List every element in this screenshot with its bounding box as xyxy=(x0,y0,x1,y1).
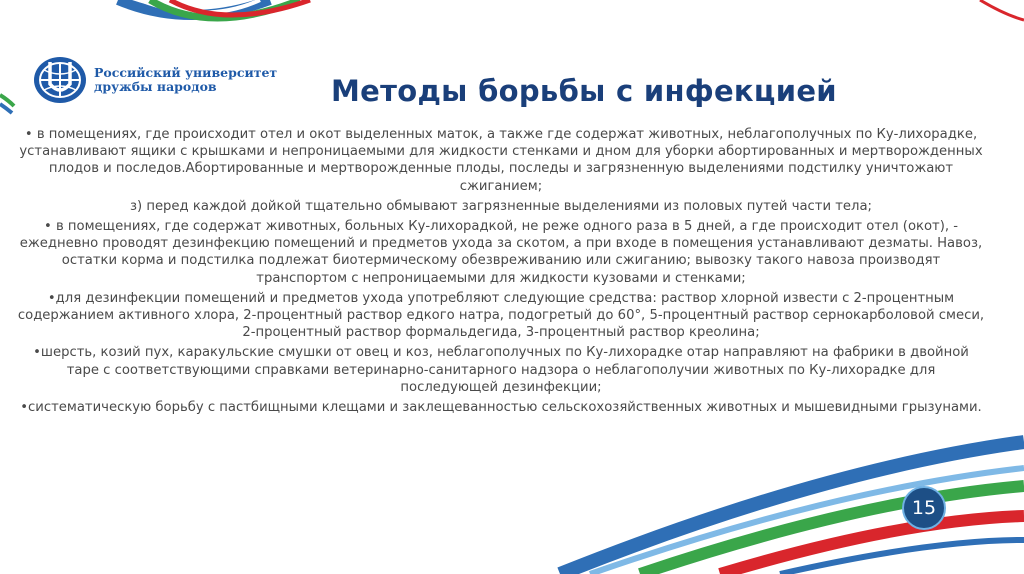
globe-logo-icon xyxy=(30,54,90,106)
body-paragraph-1: • в помещениях, где происходит отел и окот выделенных маток, а также где содержат животных, неблагополучных по Ку-лихорадке, устанавливают ящики с крышками и непроницаемыми для жидкости стенками и дном для уборки абортированных и мертворожденных плодов и последов.Абортированные и мертворожденные плоды, последы и загрязненную выделениями подстилку уничтожают сжиганием; xyxy=(19,127,983,194)
body-paragraph-2: з) перед каждой дойкой тщательно обмывают загрязненные выделениями из половых путей части тела; xyxy=(129,198,873,214)
logo-text-line1: Российский университет xyxy=(94,65,278,80)
body-paragraph-5: •шерсть, козий пух, каракульские смушки от овец и коз, неблагополучных по Ку-лихорадке отар направляют на фабрики в двойной таре с соответствующими справками ветеринарно-санитарного надзора о неблагополучии животных по Ку-лихорадке для последующей дезинфекции; xyxy=(33,345,969,395)
page-number-badge: 15 xyxy=(902,486,946,530)
slide-body xyxy=(16,126,986,419)
body-paragraph-3: • в помещениях, где содержат животных, больных Ку-лихорадкой, не реже одного раза в 5 дней, а где происходит отел (окот), - ежедневно проводят дезинфекцию помещений и предметов ухода за скотом, а при входе в помещения устанавливают дезматы. Навоз, остатки корма и подстилка подлежат биотермическому обезвреживанию или сжиганию; вывозку такого навоза производят транспортом с непроницаемыми для жидкости кузовами и стенками; xyxy=(19,219,983,286)
logo-text-line2: дружбы народов xyxy=(94,79,217,94)
university-logo xyxy=(30,54,277,106)
slide-title: Методы борьбы с инфекцией xyxy=(331,74,837,108)
body-paragraph-6: •систематическую борьбу с пастбищными клещами и заклещеванностью сельскохозяйственных животных и мышевидными грызунами. xyxy=(20,400,982,416)
body-paragraph-4: •для дезинфекции помещений и предметов ухода употребляют следующие средства: раствор хлорной извести с 2-процентным содержанием активного хлора, 2-процентный раствор едкого натра, подогретый до 60°, 5-процентный раствор сернокарболовой смеси, 2-процентный раствор формальдегида, 3-процентный раствор креолина; xyxy=(17,290,985,341)
